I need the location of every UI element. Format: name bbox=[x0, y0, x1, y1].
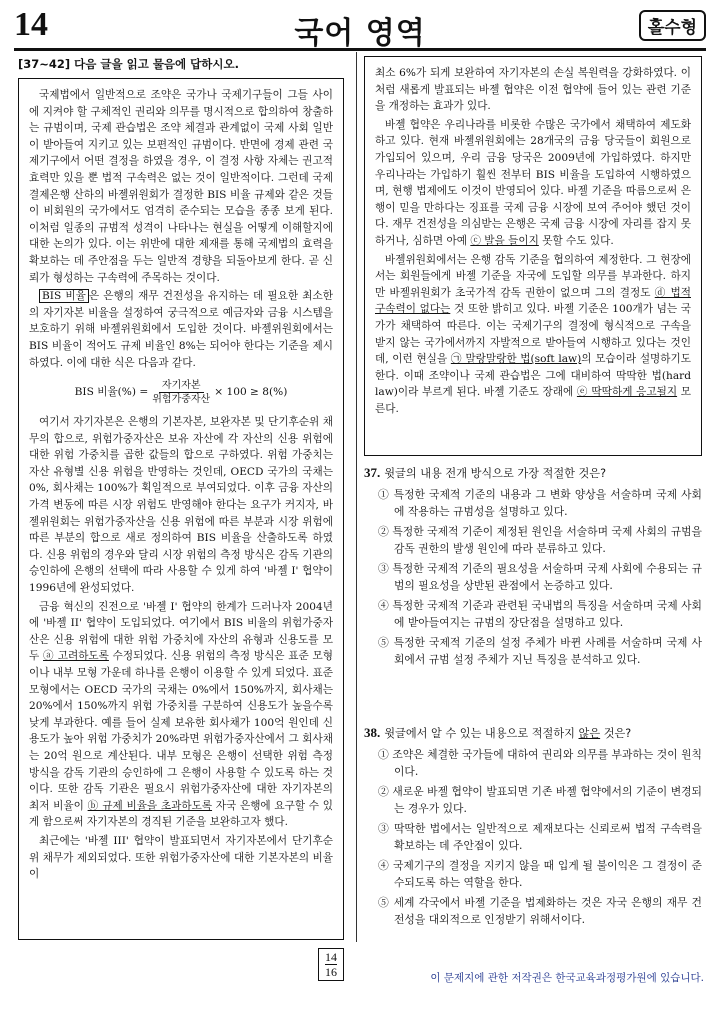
question-37 bbox=[364, 464, 702, 671]
marked-phrase-c: ⓒ 발을 들이지 bbox=[470, 234, 539, 247]
marked-phrase-e: ⓔ 딱딱하게 응고될지 bbox=[576, 386, 678, 399]
marked-phrase-b: ⓑ 규제 비율을 초과하도록 bbox=[87, 799, 213, 812]
answer-option[interactable]: ④ 특정한 국제적 기준과 관련된 국내법의 특징을 서술하며 국제 사회에 받아들여지는 규범의 장단점을 설명하고 있다. bbox=[378, 599, 702, 629]
answer-option[interactable]: ③ 특정한 국제적 기준의 필요성을 서술하며 국제 사회에 수용되는 규범의 필요성을 상반된 관점에서 논증하고 있다. bbox=[378, 562, 702, 592]
passage-left bbox=[18, 78, 344, 940]
passage-paragraph: BIS 비율 은 은행의 재무 건전성을 유지하는 데 필요한 최소한의 자기자본 비율을 설정하여 궁극적으로 예금자와 금융 시스템을 보호하기 위해 바젤위원회에서 도입한 것이다. 바젤위원회에서는 BIS 비율이 적어도 규제 비율인 8%는 되어야 한다는 기준을 제시하였다. 이에 대한 식은 다음과 같다. bbox=[29, 290, 333, 369]
question-38: 38. 윗글에서 알 수 있는 내용으로 적절하지 않은 것은? ① 조약은 체결한 국가들에 대하여 권리와 의무를 부과하는 것이 원칙이다. ② 새로운 바젤 협약이 발표되면 기존 바젤 협약에서의 기준이 변경되는 경우가 있다. ③ 딱딱한 법에서는 일반적으로 제재보다는 신뢰로써 법적 구속력을 확보하는 데 주안점이 있다. ④ 국제기구의 결정을 지키지 않을 때 입게 될 불이익은 그 결정이 준수되도록 하는 역할을 한다. ⑤ 세계 각국에서 바젤 기준을 법제화하는 것은 자국 은행의 재무 건전성을 대외적으로 인정받기 위해서이다. bbox=[364, 725, 702, 926]
passage-paragraph: 바젤 협약은 우리나라를 비롯한 수많은 국가에서 채택하여 제도화하고 있다. 현재 바젤위원회에는 28개국의 금융 당국들이 회원으로 가입되어 있으며, 우리 금융 당국은 2009년에 가입하였다. 하지만 우리나라는 가입하기 훨씬 전부터 BIS 비율을 도입하여 시행하였으며, 현행 법제에도 이것이 반영되어 있다. 바젤 기준을 따름으로써 은행이 믿을 만하다는 징표를 국제 금융 시장에 보여 주어야 했던 것이다. 재무 건전성을 의심받는 은행은 국제 금융 시장에 자리를 잡지 못하거나, 심하면 아예 ⓒ 발을 들이지 못할 수도 있다. bbox=[375, 118, 691, 247]
page-number: 14 bbox=[14, 6, 48, 43]
subject-title: 국어 영역 bbox=[294, 16, 426, 51]
passage-paragraph: 바젤위원회에서는 은행 감독 기준을 협의하여 제정한다. 그 현장에서는 회원들에게 바젤 기준을 자국에 도입할 의무를 부과한다. 하지만 바젤위원회가 초국가적 감독 권한이 없으며 그의 결정도 ⓓ 법적 구속력이 없다는 것 또한 밝히고 있다. 바젤 기준은 100개가 넘는 국가가 채택하여 따른다. 이는 국제기구의 결정에 형식적으로 구속을 받지 않는 국가에서까지 자발적으로 받아들여 시행하고 있다는 것인데, 이런 현실을 ㉠ 말랑말랑한 법(soft law)의 모습이라 설명하기도 한다. 이때 조약이나 국제 관습법은 그에 대비하여 딱딱한 법(hard law)이라 부르게 된다. 바젤 기준도 장래에 ⓔ 딱딱하게 응고될지 모른다. bbox=[375, 253, 691, 415]
answer-option[interactable]: ② 특정한 국제적 기준이 제정된 원인을 서술하며 국제 사회의 규범을 감독 권한의 발생 원인에 따라 분류하고 있다. bbox=[378, 525, 702, 555]
passage-paragraph: 여기서 자기자본은 은행의 기본자본, 보완자본 및 단기후순위 채무의 합으로, 위험가중자산은 보유 자산에 각 자산의 신용 위험에 대한 위험 가중치를 곱한 값들의 합으로 구하였다. 위험 가중치는 자산 유형별 신용 위험을 반영하는 것인데, OECD 국가의 국채는 0%, 회사채는 100%가 획일적으로 부여되었다. 이후 금융 자산의 가격 변동에 따른 시장 위험도 반영해야 한다는 요구가 커지자, 바젤위원회는 위험가중자산을 신용 위험에 따른 부분과 시장 위험에 따른 부분의 합으로 새로 정의하여 BIS 비율을 산출하도록 하였다. 신용 위험의 경우와 달리 시장 위험의 측정 방식은 감독 기관의 승인하에 은행의 선택에 따라 사용할 수 있게 하여 '바젤 I' 협약이 1996년에 완성되었다. bbox=[29, 416, 333, 595]
question-number: 38. bbox=[364, 725, 381, 740]
question-stem: 윗글의 내용 전개 방식으로 가장 적절한 것은? bbox=[384, 467, 607, 480]
bis-term-box: BIS 비율 bbox=[39, 289, 89, 303]
copyright-notice: 이 문제지에 관한 저작권은 한국교육과정평가원에 있습니다. bbox=[430, 972, 704, 984]
marked-phrase-a: ⓐ 고려하도록 bbox=[43, 650, 109, 663]
passage-paragraph: 국제법에서 일반적으로 조약은 국가나 국제기구들이 그들 사이에 지켜야 할 구체적인 권리와 의무를 명시적으로 합의하여 창출하는 규범이며, 국제 관습법은 조약 체결과 관계없이 국제 사회 일반이 받아들여 지키고 있는 보편적인 규범이다. 반면에 경제 관련 국제기구에서 어떤 결정을 하였을 경우, 이 결정 사항 자체는 권고적 효력만 있을 뿐 법적 구속력은 없는 것이 일반적이다. 그런데 국제결제은행 산하의 바젤위원회가 결정한 BIS 비율 규제와 같은 것들이 비회원의 국가에서도 엄격히 준수되는 모습을 종종 보게 된다. 이처럼 일종의 규범적 성격이 나타나는 현실을 어떻게 이해할지에 대한 논의가 있다. 이는 위반에 대한 제재를 통해 국제법의 효력을 확보하는 데 주안점을 두는 일반적 경향을 되돌아보게 한다. 곧 신뢰가 형성하는 구속력에 주목하는 것이다. bbox=[29, 89, 333, 284]
passage-right bbox=[364, 56, 702, 456]
footer-page-indicator: 14 16 bbox=[318, 948, 344, 981]
answer-option[interactable]: ⑤ 세계 각국에서 바젤 기준을 법제화하는 것은 자국 은행의 재무 건전성을 대외적으로 인정받기 위해서이다. bbox=[378, 896, 702, 926]
question-number: 37. bbox=[364, 465, 381, 480]
passage-paragraph: 최소 6%가 되게 보완하여 자기자본의 손실 복원력을 강화하였다. 이처럼 새롭게 발표되는 바젤 협약은 이전 협약에 들어 있는 관련 기준을 개정하는 효과가 있다. bbox=[375, 67, 691, 113]
header-rule bbox=[14, 48, 706, 51]
answer-option[interactable]: ① 특정한 국제적 기준의 내용과 그 변화 양상을 서술하며 국제 사회에 작용하는 규범성을 설명하고 있다. bbox=[378, 488, 702, 518]
answer-option[interactable]: ③ 딱딱한 법에서는 일반적으로 제재보다는 신뢰로써 법적 구속력을 확보하는 데 주안점이 있다. bbox=[378, 822, 702, 852]
answer-option[interactable]: ④ 국제기구의 결정을 지키지 않을 때 입게 될 불이익은 그 결정이 준수되도록 하는 역할을 한다. bbox=[378, 859, 702, 889]
exam-type-badge: 홀수형 bbox=[639, 10, 706, 41]
instruction: [37~42] 다음 글을 읽고 물음에 답하시오. bbox=[18, 57, 239, 71]
left-column bbox=[18, 56, 346, 80]
answer-option[interactable]: ① 조약은 체결한 국가들에 대하여 권리와 의무를 부과하는 것이 원칙이다. bbox=[378, 748, 702, 778]
marked-phrase-soft-law: ㉠ 말랑말랑한 법(soft law) bbox=[450, 353, 582, 366]
answer-option[interactable]: ⑤ 특정한 국제적 기준의 설정 주체가 바뀐 사례를 서술하며 국제 사회에서 규범 설정 주체가 지닌 특징을 분석하고 있다. bbox=[378, 636, 702, 666]
column-divider bbox=[356, 52, 357, 942]
marked-phrase-d: ⓓ 법적 구속력이 없다는 bbox=[375, 286, 691, 316]
passage-paragraph: 최근에는 '바젤 III' 협약이 발표되면서 자기자본에서 단기후순위 채무가 제외되었다. 또한 위험가중자산에 대한 기본자본의 비율이 bbox=[29, 834, 333, 881]
bis-formula: BIS 비율(%) = $\frac{\text{자기자본}}{\text{위험가중자산}}$ × 100 ≥ 8(%) bbox=[74, 380, 288, 406]
negation-underline: 않은 bbox=[578, 727, 601, 740]
passage-paragraph: 금융 혁신의 진전으로 '바젤 I' 협약의 한계가 드러나자 2004년에 '바젤 II' 협약이 도입되었다. 여기에서 BIS 비율의 위험가중자산은 신용 위험에 대한 위험 가중치에 자산의 유형과 신용도를 모두 ⓐ 고려하도록 수정되었다. 신용 위험의 측정 방식은 표준 모형이나 내부 모형 가운데 하나를 은행이 이용할 수 있게 되었다. 표준 모형에서는 OECD 국가의 국채는 0%에서 150%까지, 회사채는 20%에서 150%까지 위험 가중치를 구분하여 신용도가 높을수록 낮게 부과한다. 예를 들어 실제 보유한 회사채가 100억 원인데 신용도가 높아 위험 가중치가 20%라면 위험가중자산에서 그 회사채는 20억 원으로 계산된다. 내부 모형은 은행이 선택한 위험 측정 방식을 감독 기관의 승인하에 그 은행이 사용할 수 있도록 하는 것이다. 또한 감독 기관은 필요시 위험가중자산에 대한 자기자본의 최저 비율이 ⓑ 규제 비율을 초과하도록 자국 은행에 요구할 수 있게 함으로써 자기자본의 경직된 기준을 보완하고자 했다. bbox=[29, 600, 333, 829]
answer-option[interactable]: ② 새로운 바젤 협약이 발표되면 기존 바젤 협약에서의 기준이 변경되는 경우가 있다. bbox=[378, 785, 702, 815]
formula-fraction: $\frac{\text{자기자본}}{\text{위험가중자산}}$ bbox=[152, 380, 211, 406]
